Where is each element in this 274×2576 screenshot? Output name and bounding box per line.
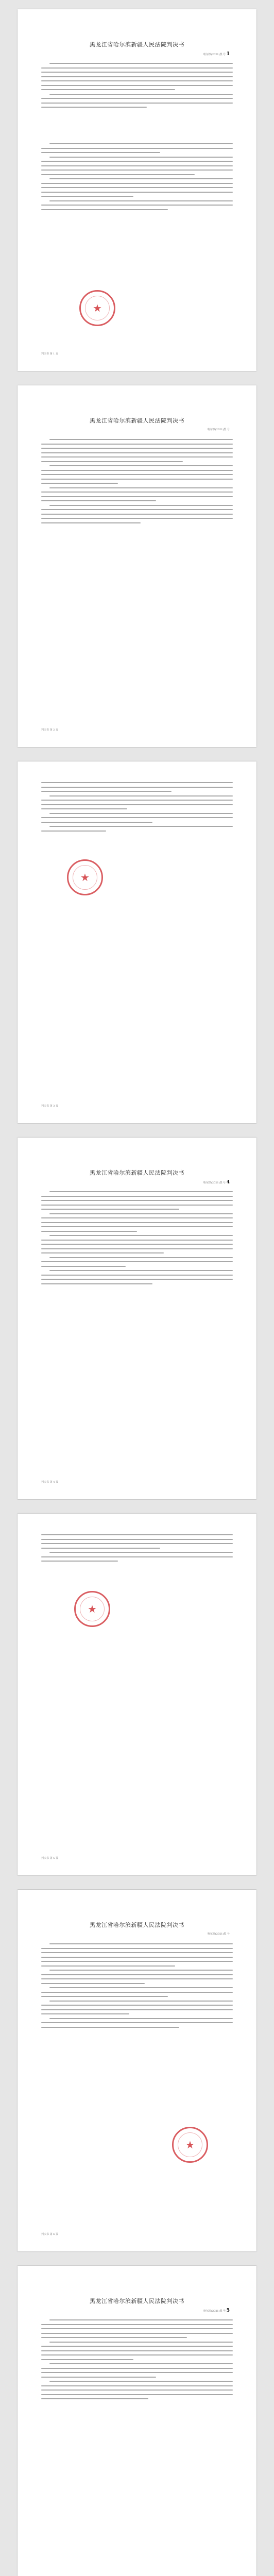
court-seal: ★ — [79, 290, 115, 326]
page-footer: 判决书 第 1 页 — [41, 352, 58, 355]
handwritten-mark: 4 — [226, 1180, 230, 1185]
case-number: 哈尔滨(2021)黑 号 — [207, 1933, 230, 1936]
page-title: 黑龙江省哈尔滨新疆人民法院判决书 — [90, 41, 184, 48]
document-page-4 — [18, 1138, 256, 1499]
case-number: 哈尔滨(2021)黑 号 5 — [203, 2308, 230, 2313]
document-page-2 — [18, 385, 256, 747]
case-number: 哈尔滨(2021)黑 号 4 — [203, 1180, 230, 1185]
page-title: 黑龙江省哈尔滨新疆人民法院判决书 — [90, 1922, 184, 1928]
page-footer: 判决书 第 4 页 — [41, 1481, 58, 1484]
handwritten-mark: 1 — [226, 52, 230, 57]
body-text — [41, 1191, 233, 1287]
document-page-1 — [18, 9, 256, 371]
body-text — [41, 143, 233, 213]
court-seal: ★ — [74, 1591, 110, 1627]
handwritten-mark: 5 — [226, 2308, 230, 2313]
body-text — [41, 63, 233, 111]
document-page-3 — [18, 761, 256, 1123]
page-title: 黑龙江省哈尔滨新疆人民法院判决书 — [90, 1170, 184, 1176]
court-seal: ★ — [172, 2127, 208, 2163]
body-text — [41, 2319, 233, 2403]
document-page-7 — [18, 2266, 256, 2576]
body-text — [41, 782, 233, 835]
page-footer: 判决书 第 5 页 — [41, 1857, 58, 1860]
page-title: 黑龙江省哈尔滨新疆人民法院判决书 — [90, 2298, 184, 2304]
document-page-6 — [18, 1890, 256, 2251]
body-text — [41, 439, 233, 527]
case-number: 哈尔滨(2021)黑 号 — [207, 428, 230, 431]
page-footer: 判决书 第 2 页 — [41, 728, 58, 732]
body-text — [41, 1534, 233, 1565]
page-footer: 判决书 第 3 页 — [41, 1105, 58, 1108]
page-footer: 判决书 第 6 页 — [41, 2233, 58, 2236]
page-title: 黑龙江省哈尔滨新疆人民法院判决书 — [90, 417, 184, 424]
court-seal: ★ — [67, 859, 103, 895]
document-page-5 — [18, 1514, 256, 1875]
body-text — [41, 1943, 233, 2031]
case-number: 哈尔滨(2021)黑 号 1 — [203, 52, 230, 57]
